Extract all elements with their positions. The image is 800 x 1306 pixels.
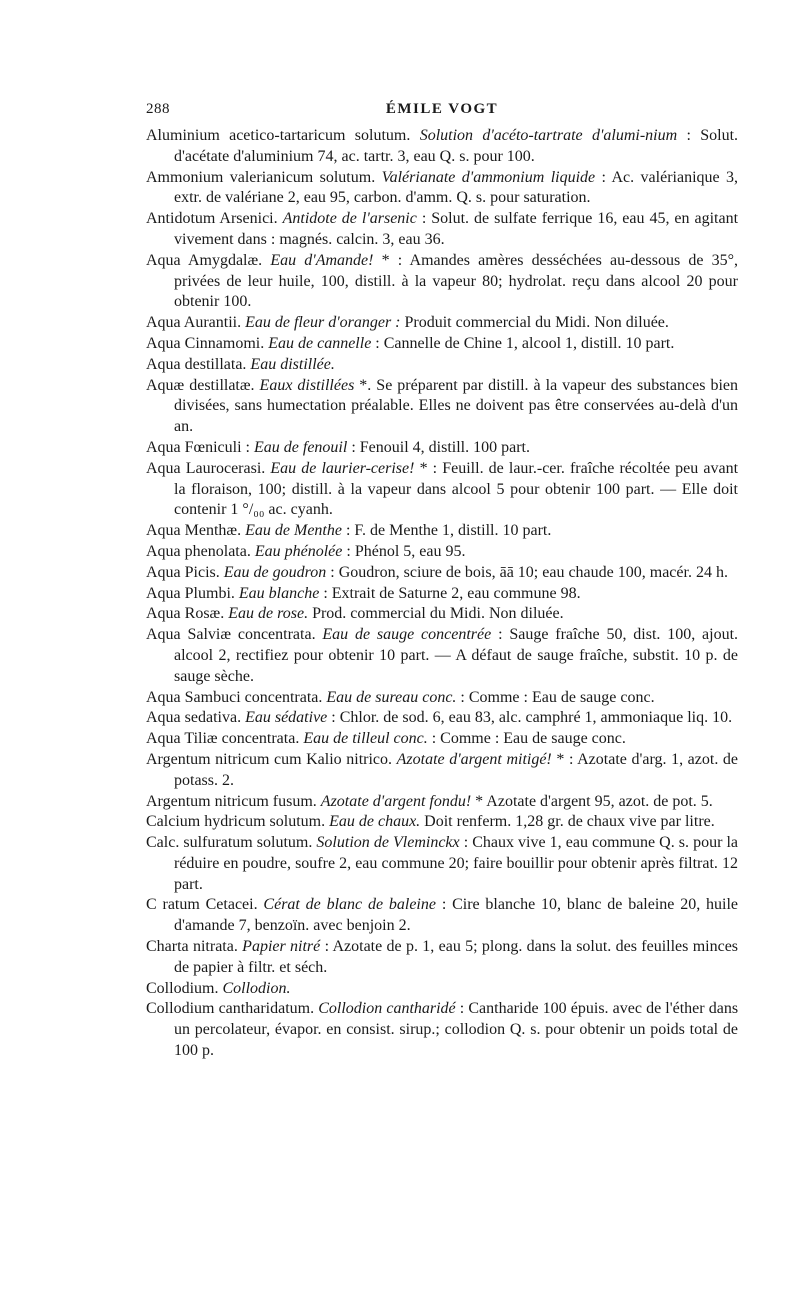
entry-latin-name: Aqua Cinnamomi. xyxy=(146,334,265,352)
entry-french-name: Solution de Vleminckx xyxy=(316,834,460,852)
entry-french-name: Eau sédative xyxy=(245,709,328,727)
formulary-entry xyxy=(146,168,738,210)
formulary-entry xyxy=(146,542,738,563)
formulary-entry xyxy=(146,521,738,542)
entry-latin-name: Aqua Picis. xyxy=(146,563,220,581)
entry-description: : Cire blanche 10, blanc de baleine 20, huile d'amande 7, benzoïn. avec benjoin 2. xyxy=(174,896,739,935)
formulary-entry xyxy=(146,604,738,625)
entry-description: * : Amandes amères desséchées au-dessous de 35°, privées de leur huile, 100, distill. à la vapeur 80; hydrolat. reçu dans alcool 20 pour obtenir 100. xyxy=(174,251,739,311)
entry-description: : Fenouil 4, distill. 100 part. xyxy=(351,438,530,456)
entry-latin-name: Calc. sulfuratum solutum. xyxy=(146,834,313,852)
entry-latin-name: Calcium hydricum solutum. xyxy=(146,813,326,831)
entry-latin-name: Aqua Tiliæ concentrata. xyxy=(146,730,300,748)
entry-description: : Goudron, sciure de bois, āā 10; eau chaude 100, macér. 24 h. xyxy=(330,563,728,581)
entry-french-name: Eau de Menthe xyxy=(245,522,342,540)
entry-description: Doit renferm. 1,28 gr. de chaux vive par litre. xyxy=(424,813,715,831)
formulary-entries xyxy=(146,126,738,1062)
entry-french-name: Eau de tilleul conc. xyxy=(303,730,428,748)
entry-latin-name: Aqua Fœniculi : xyxy=(146,438,250,456)
entry-latin-name: Charta nitrata. xyxy=(146,938,238,956)
entry-french-name: Eau de sureau conc. xyxy=(326,688,457,706)
entry-latin-name: Aquæ destillatæ. xyxy=(146,376,255,394)
entry-french-name: Eau de laurier-cerise! xyxy=(270,459,415,477)
running-head: ÉMILE VOGT xyxy=(385,101,499,117)
entry-french-name: Eau de fleur d'oranger : xyxy=(245,314,401,332)
formulary-entry xyxy=(146,708,738,729)
entry-description: * Azotate d'argent 95, azot. de pot. 5. xyxy=(475,792,713,810)
entry-french-name: Eau de cannelle xyxy=(268,334,372,352)
entry-french-name: Eaux distillées xyxy=(259,376,355,394)
entry-french-name: Eau phénolée xyxy=(254,542,343,560)
entry-description: * : Feuill. de laur.-cer. fraîche récoltée peu avant la floraison, 100; distill. à la vapeur dans alcool 5 pour obtenir 100 part. — Elle doit contenir 1 °/₀₀ ac. cyanh. xyxy=(174,459,739,519)
formulary-entry xyxy=(146,937,738,979)
formulary-entry xyxy=(146,334,738,355)
entry-latin-name: Argentum nitricum cum Kalio nitrico. xyxy=(146,750,393,768)
entry-french-name: Eau de rose. xyxy=(228,605,309,623)
formulary-entry xyxy=(146,750,738,792)
entry-french-name: Eau de sauge concentrée xyxy=(322,626,492,644)
entry-french-name: Papier nitré xyxy=(242,938,321,956)
entry-latin-name: Argentum nitricum fusum. xyxy=(146,792,317,810)
formulary-entry xyxy=(146,355,738,376)
entry-description: : Solut. de sulfate ferrique 16, eau 45, en agitant vivement dans : magnés. calcin. 3, eau 36. xyxy=(174,210,739,248)
formulary-entry xyxy=(146,999,738,1061)
entry-latin-name: Aqua Laurocerasi. xyxy=(146,459,266,477)
formulary-entry xyxy=(146,688,738,709)
entry-latin-name: Aqua Plumbi. xyxy=(146,584,235,602)
entry-description: : Chaux vive 1, eau commune Q. s. pour la réduire en poudre, soufre 2, eau commune 20; faire bouillir pour obtenir après filtrat. 12 part. xyxy=(174,834,739,893)
entry-description: : Comme : Eau de sauge conc. xyxy=(431,730,626,748)
entry-french-name: Solution d'acéto-tartrate d'alumi-nium xyxy=(419,127,678,144)
entry-description: *. Se préparent par distill. à la vapeur des substances bien divisées, sans humectation préalable. Elles ne doivent pas être conservées au-delà d'un an. xyxy=(174,376,738,436)
entry-french-name: Collodion cantharidé xyxy=(318,1000,456,1018)
entry-french-name: Eau distillée. xyxy=(250,355,335,373)
entry-latin-name: Aqua Amygdalæ. xyxy=(146,251,263,269)
formulary-entry xyxy=(146,209,738,251)
entry-description: * : Azotate d'arg. 1, azot. de potass. 2. xyxy=(174,750,739,789)
entry-latin-name: Aqua Aurantii. xyxy=(146,314,242,332)
entry-french-name: Valérianate d'ammonium liquide xyxy=(381,168,596,186)
entry-description: : Comme : Eau de sauge conc. xyxy=(460,688,655,706)
page-header xyxy=(146,101,738,123)
entry-french-name: Eau de fenouil xyxy=(254,438,348,456)
entry-description: : Extrait de Saturne 2, eau commune 98. xyxy=(323,584,581,602)
entry-latin-name: Collodium cantharidatum. xyxy=(146,1000,315,1018)
entry-description: Prod. commercial du Midi. Non diluée. xyxy=(312,605,564,623)
entry-french-name: Azotate d'argent mitigé! xyxy=(396,750,552,768)
entry-latin-name: Aqua Rosæ. xyxy=(146,605,225,623)
entry-description: : F. de Menthe 1, distill. 10 part. xyxy=(345,522,552,540)
formulary-entry xyxy=(146,563,738,584)
entry-french-name: Eau de goudron xyxy=(223,563,327,581)
entry-french-name: Azotate d'argent fondu! xyxy=(320,792,472,810)
entry-latin-name: Collodium. xyxy=(146,979,219,997)
entry-description: : Azotate de p. 1, eau 5; plong. dans la solut. des feuilles minces de papier à filtr. et séch. xyxy=(174,938,739,976)
formulary-entry xyxy=(146,729,738,750)
entry-french-name: Eau blanche xyxy=(238,584,320,602)
entry-latin-name: Aqua destillata. xyxy=(146,355,247,373)
entry-french-name: Eau d'Amande! xyxy=(270,251,374,269)
formulary-entry xyxy=(146,625,738,687)
entry-latin-name: Aqua phenolata. xyxy=(146,542,251,560)
entry-latin-name: Aqua Sambuci concentrata. xyxy=(146,688,323,706)
formulary-entry xyxy=(146,251,738,313)
entry-french-name: Eau de chaux. xyxy=(329,813,421,831)
entry-description: Produit commercial du Midi. Non diluée. xyxy=(404,314,669,332)
entry-latin-name: Ammonium valerianicum solutum. xyxy=(146,168,376,186)
formulary-entry xyxy=(146,833,738,895)
entry-description: : Sauge fraîche 50, dist. 100, ajout. alcool 2, rectifiez pour obtenir 10 part. — A défaut de sauge fraîche, substit. 10 p. de sauge sèche. xyxy=(174,626,739,685)
entry-description: : Cantharide 100 épuis. avec de l'éther dans un percolateur, évapor. en consist. sirup.; collodion Q. s. pour obtenir un poids total de 100 p. xyxy=(174,1000,739,1060)
entry-description: : Ac. valérianique 3, extr. de valériane 2, eau 95, carbon. d'amm. Q. s. pour saturation. xyxy=(174,168,739,207)
formulary-entry xyxy=(146,792,738,813)
entry-latin-name: C ratum Cetacei. xyxy=(146,896,258,914)
formulary-entry xyxy=(146,438,738,459)
entry-french-name: Antidote de l'arsenic xyxy=(282,210,417,228)
page-number: 288 xyxy=(146,101,170,117)
entry-description: : Solut. d'acétate d'aluminium 74, ac. tartr. 3, eau Q. s. pour 100. xyxy=(174,127,739,165)
entry-french-name: Collodion. xyxy=(222,979,291,997)
formulary-entry xyxy=(146,812,738,833)
formulary-entry xyxy=(146,584,738,605)
formulary-entry xyxy=(146,126,738,168)
entry-latin-name: Aluminium acetico-tartaricum solutum. xyxy=(146,127,411,144)
formulary-entry xyxy=(146,313,738,334)
entry-description: : Cannelle de Chine 1, alcool 1, distill. 10 part. xyxy=(375,334,675,352)
entry-latin-name: Antidotum Arsenici. xyxy=(146,210,278,228)
formulary-entry xyxy=(146,459,738,521)
entry-latin-name: Aqua sedativa. xyxy=(146,709,242,727)
entry-description: : Chlor. de sod. 6, eau 83, alc. camphré 1, ammoniaque liq. 10. xyxy=(331,709,733,727)
entry-french-name: Cérat de blanc de baleine xyxy=(263,896,436,914)
formulary-entry xyxy=(146,979,738,1000)
entry-latin-name: Aqua Menthæ. xyxy=(146,522,242,540)
entry-latin-name: Aqua Salviæ concentrata. xyxy=(146,626,316,644)
entry-description: : Phénol 5, eau 95. xyxy=(346,542,466,560)
formulary-entry xyxy=(146,895,738,937)
formulary-entry xyxy=(146,376,738,438)
